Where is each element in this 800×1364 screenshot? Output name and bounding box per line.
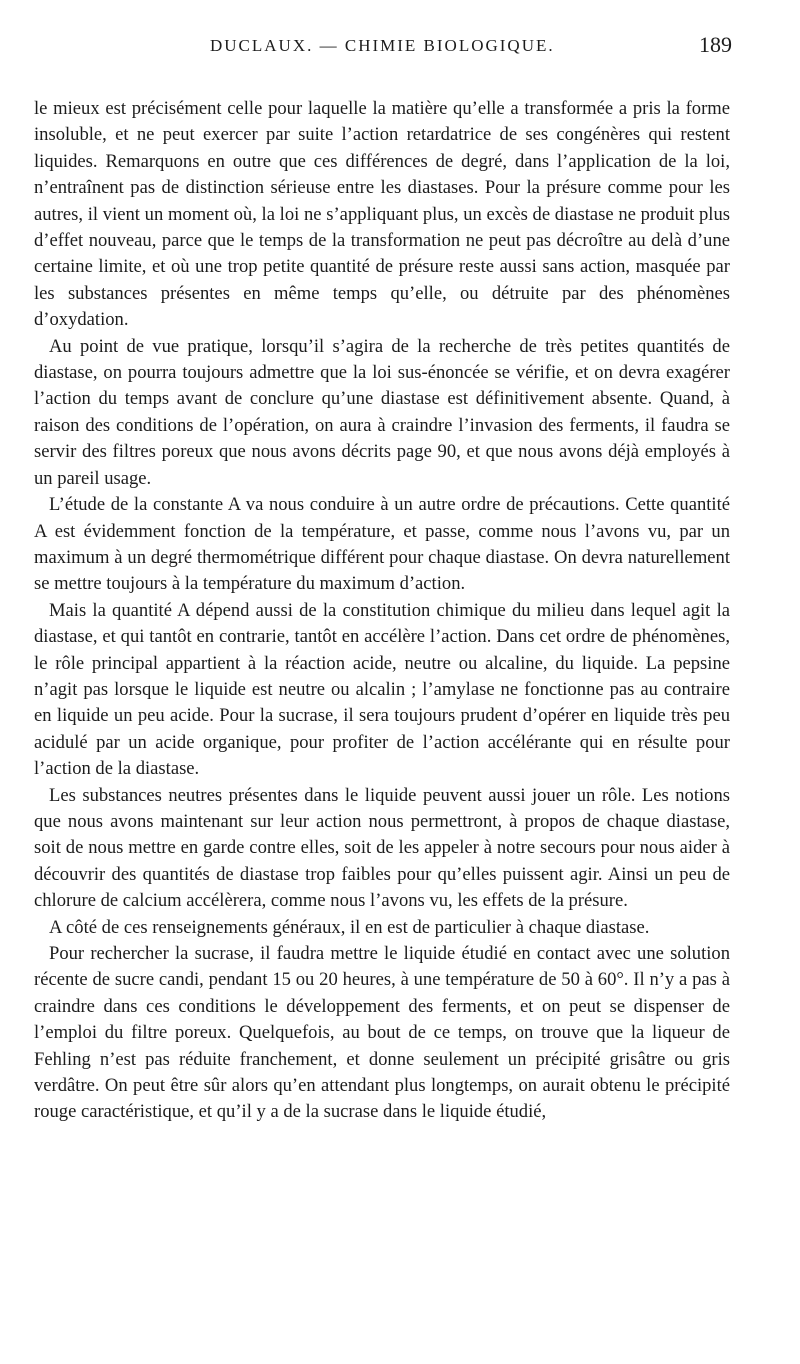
- paragraph: Mais la quantité A dépend aussi de la constitution chimique du milieu dans lequel agit la diastase, et qui tantôt en contrarie, tantôt en accélère l’action. Dans cet ordre de phénomènes, le rôle principal appartient à la réaction acide, neutre ou alcaline, du liquide. La pepsine n’agit pas lorsque le liquide est neutre ou alcalin ; l’amylase ne fonctionne pas au contraire en liquide un peu acide. Pour la sucrase, il sera toujours prudent d’opérer en liquide très peu acidulé par un acide organique, pour profiter de l’action accélérante qui en résulte pour l’action de la diastase.: [34, 599, 730, 780]
- page-header: [34, 28, 730, 62]
- paragraph: Pour rechercher la sucrase, il faudra mettre le liquide étudié en contact avec une solution récente de sucre candi, pendant 15 ou 20 heures, à une température de 50 à 60°. Il n’y a pas à craindre dans ces conditions le développement des ferments, et on peut se dispenser de l’emploi du filtre poreux. Quelquefois, au bout de ce temps, on trouve que la liqueur de Fehling n’est pas réduite franchement, et donne seulement un précipité grisâtre ou gris verdâtre. On peut être sûr alors qu’en attendant plus longtemps, on aurait obtenu le précipité rouge caractéristique, et qu’il y a de la sucrase dans le liquide étudié,: [34, 943, 730, 1123]
- running-head: DUCLAUX. — CHIMIE BIOLOGIQUE.: [210, 36, 555, 55]
- paragraph: Les substances neutres présentes dans le liquide peuvent aussi jouer un rôle. Les notions que nous avons maintenant sur leur action nous permettront, à propos de chaque diastase, soit de nous mettre en garde contre elles, soit de les appeler à notre secours pour nous aider à découvrir des quantités de diastase trop faibles pour qu’elles puissent agir. Ainsi un peu de chlorure de calcium accélèrera, comme nous l’avons vu, les effets de la présure.: [34, 784, 730, 912]
- page-number: 189: [699, 32, 732, 57]
- paragraph: A côté de ces renseignements généraux, il en est de particulier à chaque diastase.: [49, 916, 650, 938]
- paragraph: le mieux est précisément celle pour laquelle la matière qu’elle a transformée a pris la forme insoluble, et ne peut exercer par suite l’action retardatrice de ses congénères qui restent liquides. Remarquons en outre que ces différences de degré, dans l’application de la loi, n’entraînent pas de distinction sérieuse entre les diastases. Pour la présure comme pour les autres, il vient un moment où, la loi ne s’appliquant plus, un excès de diastase ne produit plus d’effet nouveau, parce que le temps de la transformation ne peut pas décroître au delà d’une certaine limite, et où une trop petite quantité de présure reste aussi sans action, masquée par les substances présentes en même temps qu’elle, ou détruite par des phénomènes d’oxydation.: [34, 98, 730, 331]
- paragraph: L’étude de la constante A va nous conduire à un autre ordre de précautions. Cette quantité A est évidemment fonction de la température, et passe, comme nous l’avons vu, par un maximum à un degré thermométrique différent pour chaque diastase. On devra naturellement se mettre toujours à la température du maximum d’action.: [34, 494, 730, 595]
- paragraph: Au point de vue pratique, lorsqu’il s’agira de la recherche de très petites quantités de diastase, on pourra toujours admettre que la loi sus-énoncée se vérifie, et on devra exagérer l’action du temps avant de conclure qu’une diastase est définitivement absente. Quand, à raison des conditions de l’opération, on aura à craindre l’invasion des ferments, il faudra se servir des filtres poreux que nous avons décrits page 90, et que nous avons déjà employés à un pareil usage.: [34, 335, 730, 489]
- body-text: [34, 96, 730, 1126]
